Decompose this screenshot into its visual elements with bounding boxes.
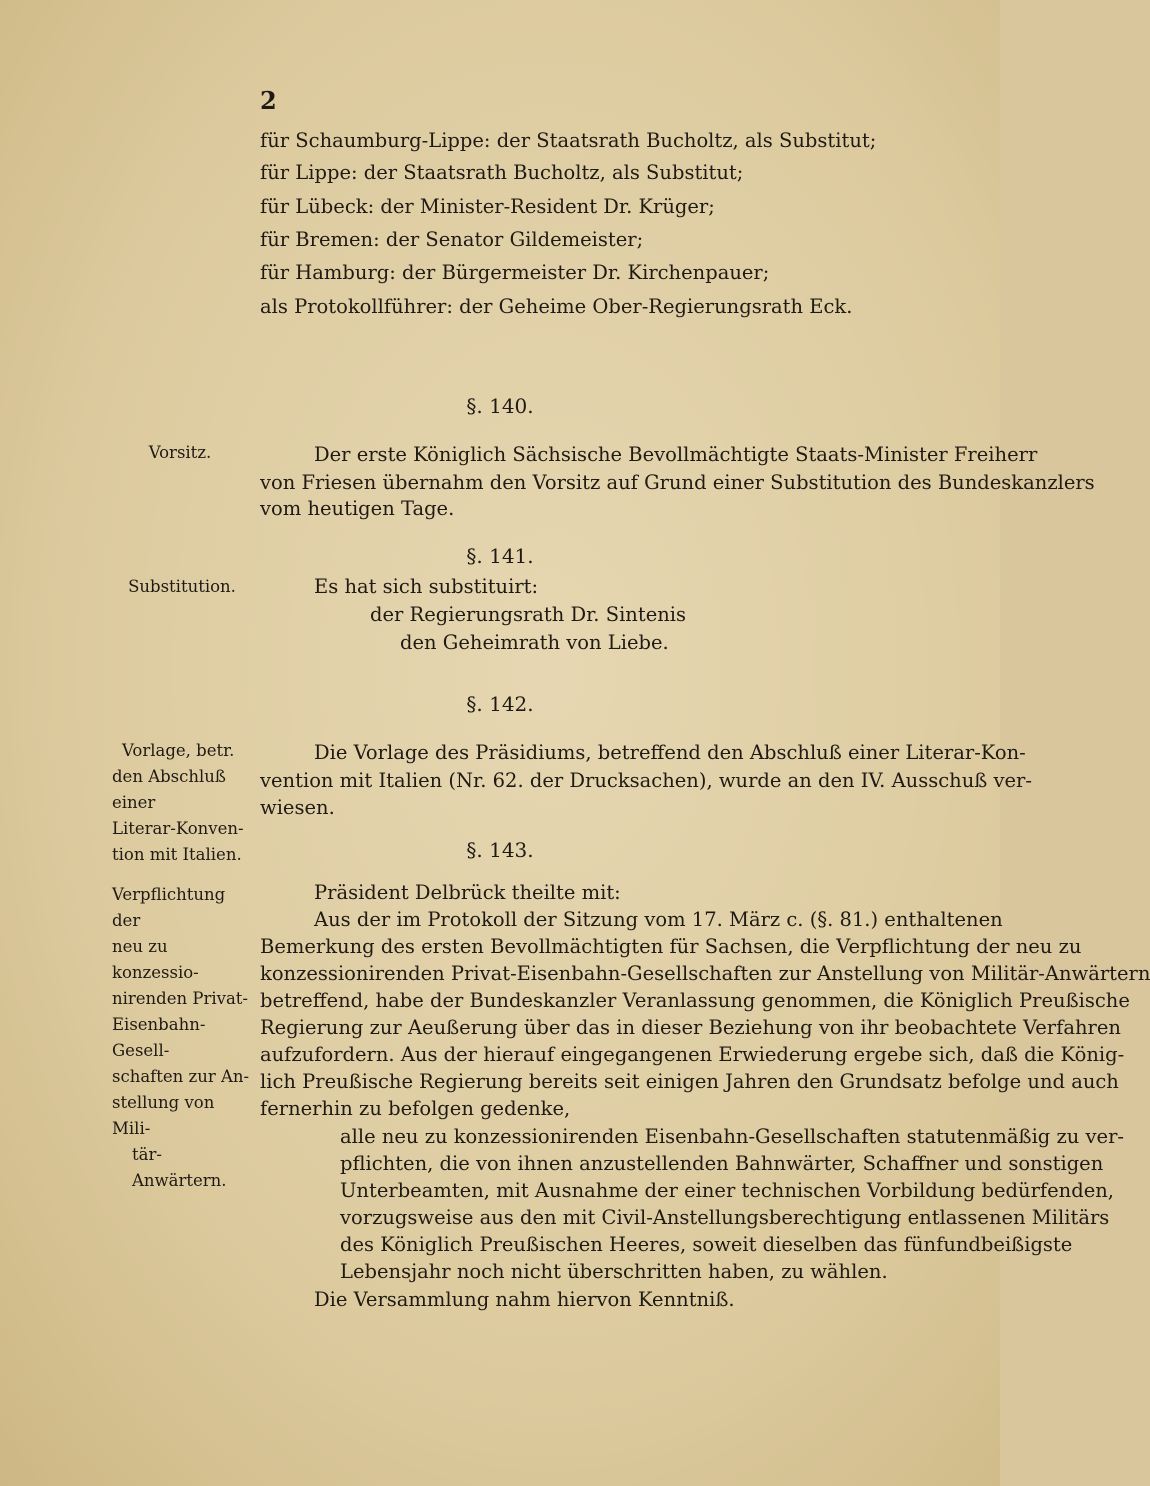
quoted-text-line: Lebensjahr noch nicht überschritten haben, zu wählen. <box>340 1260 888 1283</box>
margin-note: Vorsitz. <box>148 443 212 462</box>
section-text-line: vom heutigen Tage. <box>260 497 455 520</box>
quoted-text-line: pflichten, die von ihnen anzustellenden Bahnwärter, Schaffner und sonstigen <box>340 1152 1104 1175</box>
quoted-text-line: alle neu zu konzessionirenden Eisenbahn-Gesellschaften statutenmäßig zu ver- <box>340 1125 1124 1148</box>
intro-line: für Lippe: der Staatsrath Bucholtz, als Substitut; <box>260 161 744 184</box>
section-text-line: lich Preußische Regierung bereits seit einigen Jahren den Grundsatz befolge und auch <box>260 1070 1119 1093</box>
intro-line: als Protokollführer: der Geheime Ober-Regierungsrath Eck. <box>260 295 853 318</box>
section-number: §. 142. <box>466 692 534 716</box>
section-text-line: Der erste Königlich Sächsische Bevollmächtigte Staats-Minister Freiherr <box>314 443 1038 466</box>
quoted-text-line: Unterbeamten, mit Ausnahme der einer technischen Vorbildung bedürfenden, <box>340 1179 1114 1202</box>
section-text-line: Die Versammlung nahm hiervon Kenntniß. <box>314 1288 735 1311</box>
section-number: §. 141. <box>466 544 534 568</box>
section-text-line: konzessionirenden Privat-Eisenbahn-Gesellschaften zur Anstellung von Militär-Anwärtern <box>260 962 1150 985</box>
section-text-line: Aus der im Protokoll der Sitzung vom 17. März c. (§. 81.) enthaltenen <box>314 908 1003 931</box>
section-text-line: von Friesen übernahm den Vorsitz auf Grund einer Substitution des Bundeskanzlers <box>260 471 1095 494</box>
section-text-line: wiesen. <box>260 796 335 819</box>
section-text-line: der Regierungsrath Dr. Sintenis <box>370 603 687 626</box>
section-text-line: fernerhin zu befolgen gedenke, <box>260 1097 571 1120</box>
margin-note: Vorlage, betr. den Abschluß einer Literar-Konven- tion mit Italien. <box>112 741 244 864</box>
section-number: §. 140. <box>466 394 534 418</box>
section-text-line: Es hat sich substituirt: <box>314 575 539 598</box>
margin-note: Verpflichtung der neu zu konzessio- nirenden Privat- Eisenbahn-Gesell- schaften zur An- stellung von Mili- tär-Anwärtern. <box>112 885 250 1190</box>
section-text-line: Präsident Delbrück theilte mit: <box>314 881 621 904</box>
section-number: §. 143. <box>466 838 534 862</box>
section-text-line: Bemerkung des ersten Bevollmächtigten für Sachsen, die Verpflichtung der neu zu <box>260 935 1082 958</box>
quoted-text-line: des Königlich Preußischen Heeres, soweit dieselben das fünfundbeißigste <box>340 1233 1073 1256</box>
margin-note: Substitution. <box>128 577 236 596</box>
intro-line: für Bremen: der Senator Gildemeister; <box>260 228 644 251</box>
intro-line: für Schaumburg-Lippe: der Staatsrath Bucholtz, als Substitut; <box>260 129 877 152</box>
intro-line: für Lübeck: der Minister-Resident Dr. Krüger; <box>260 195 715 218</box>
section-text-line: Regierung zur Aeußerung über das in dieser Beziehung von ihr beobachtete Verfahren <box>260 1016 1121 1039</box>
section-text-line: aufzufordern. Aus der hierauf eingegangenen Erwiederung ergebe sich, daß die König- <box>260 1043 1125 1066</box>
section-text-line: vention mit Italien (Nr. 62. der Drucksachen), wurde an den IV. Ausschuß ver- <box>260 769 1032 792</box>
section-text-line: Die Vorlage des Präsidiums, betreffend den Abschluß einer Literar-Kon- <box>314 741 1026 764</box>
section-text-line: den Geheimrath von Liebe. <box>400 631 669 654</box>
page-number: 2 <box>260 86 277 115</box>
intro-line: für Hamburg: der Bürgermeister Dr. Kirchenpauer; <box>260 261 770 284</box>
quoted-text-line: vorzugsweise aus den mit Civil-Anstellungsberechtigung entlassenen Militärs <box>340 1206 1110 1229</box>
section-text-line: betreffend, habe der Bundeskanzler Veranlassung genommen, die Königlich Preußische <box>260 989 1130 1012</box>
